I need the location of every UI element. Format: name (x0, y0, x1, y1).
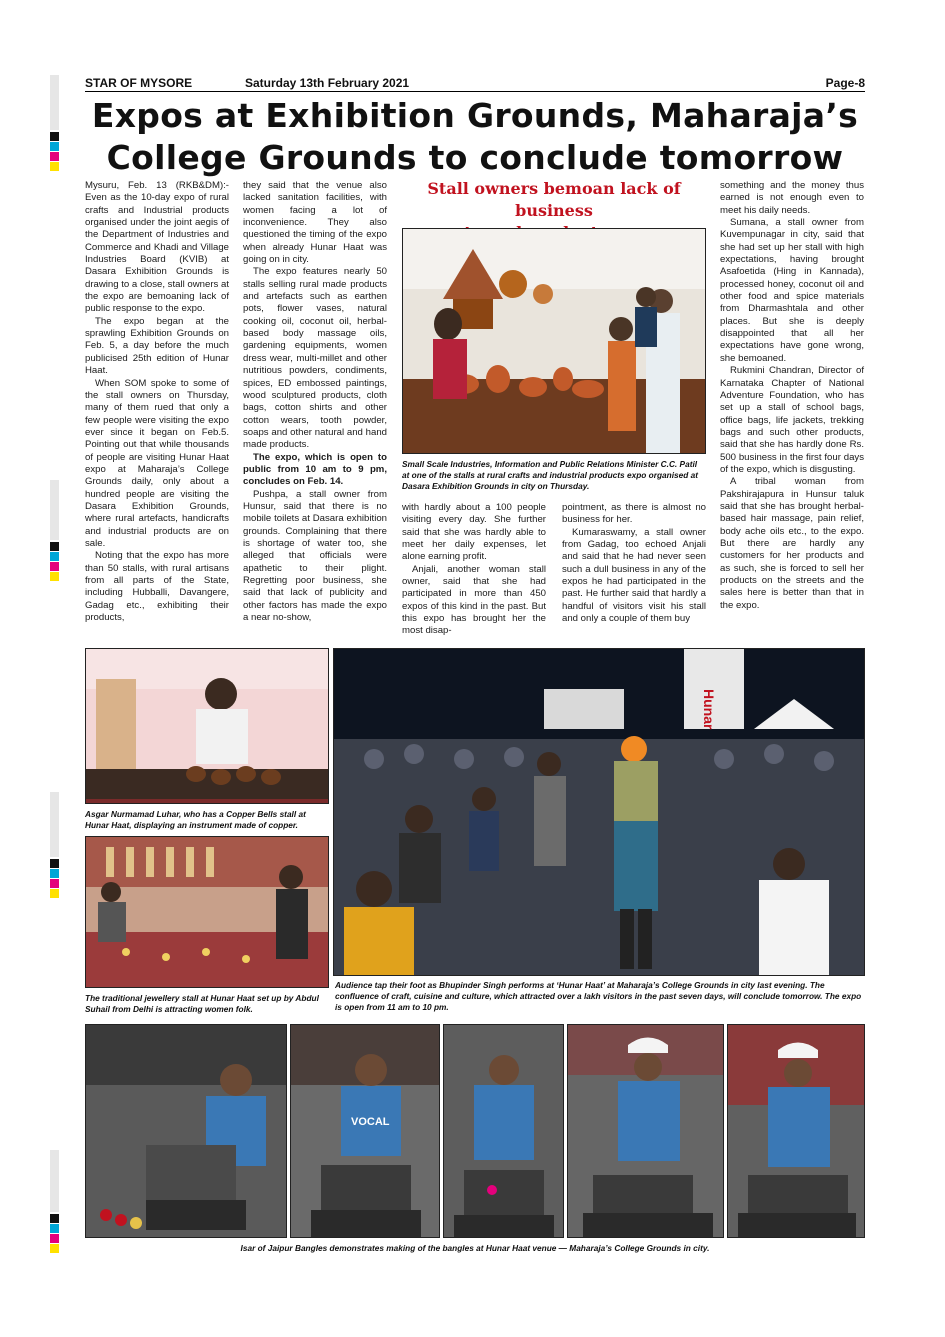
paragraph: something and the money thus earned is not enough even to meet his daily needs. (720, 180, 864, 216)
paragraph: with hardly about a 100 people visiting every day. She further said that she was hardly able to meet her daily expenses, let alone earning profit. (402, 502, 546, 563)
paragraph: pointment, as there is almost no business for her. (562, 502, 706, 526)
copper-photo-caption: Asgar Nurmamad Luhar, who has a Copper Bells stall at Hunar Haat, displaying an instrument made of copper. (85, 809, 306, 830)
paragraph: Sumana, a stall owner from Kuvempunagar in city, said that she had set up her stall with high expectations, having brought Asafoetida (Hing in Kannada), processed honey, coconut oil and other food and spice materials from Dharmashtala and other places. But she is deeply disappointed that all her expectations have gone wrong, she bemoaned. (720, 217, 864, 364)
audience-performance-illustration (334, 649, 865, 976)
paragraph: they said that the venue also lacked sanitation facilities, with women facing a lot of inconvenience. They also questioned the timing of the expo when already Hunar Haat was going on in city. (243, 180, 387, 266)
bangle-making-photo-4 (567, 1024, 724, 1238)
bangles-photo-caption: Isar of Jaipur Bangles demonstrates making of the bangles at Hunar Haat venue — Maharaja’s College Grounds in city. (240, 1243, 710, 1253)
cyan-color-mark (50, 142, 59, 151)
headline-line-2: College Grounds to conclude tomorrow (106, 138, 844, 177)
paragraph: Pushpa, a stall owner from Hunsur, said that there is no mobile toilets at Dasara exhibition grounds. Complaining that there is shortage of water too, she alleged that officials were apathetic to their plight. Regretting poor business, she said that lack of publicity and other factors has made the expo a near no-show, (243, 488, 387, 624)
paragraph: The expo features nearly 50 stalls selling rural made products and artefacts such as earthen pots, flower vases, natural cooking oil, coconut oil, herbal-based body massage oils, gardening equipments, women dress wear, multi-millet and other nutritious powders, condiments, spices, ED embossed paintings, wood sculptured products, cloth bags, cotton shirts and other cotton wears, tooth powder, soaps and other natural and hand made products. (243, 266, 387, 451)
bangle-artisan-illustration (86, 1025, 287, 1238)
magenta-color-mark (50, 879, 59, 888)
yellow-color-mark (50, 572, 59, 581)
audience-photo-caption: Audience tap their foot as Bhupinder Singh performs at ‘Hunar Haat’ at Maharaja’s College Grounds in city last evening. The confluence of craft, cuisine and culture, which attracted over a lakh visitors in the past seven days, will conclude tomorrow. The expo is open from 11 am to 10 pm. (335, 980, 862, 1012)
bangle-making-photo-2 (290, 1024, 440, 1238)
cyan-color-mark (50, 1224, 59, 1233)
article-column-5 (720, 180, 864, 612)
article-column-3 (402, 502, 546, 638)
registration-bar (50, 75, 59, 130)
jewellery-stall-illustration (86, 837, 329, 988)
paragraph: The expo began at the sprawling Exhibition Grounds on Feb. 5, a day before the much publicised 25th edition of Hunar Haat. (85, 315, 229, 377)
bangle-making-photo-5 (727, 1024, 865, 1238)
paragraph: Rukmini Chandran, Director of Karnataka Chapter of National Adventure Foundation, who has set up a stall of school bags, office bags, life jackets, trekking bags and such other products, said that she has hardly done Rs. 500 business in the first four days of the expo, which is disgusting. (720, 365, 864, 475)
bangle-artisan-illustration (444, 1025, 564, 1238)
yellow-color-mark (50, 889, 59, 898)
copper-bells-photo (85, 648, 329, 804)
paragraph-bold: The expo, which is open to public from 10 am to 9 pm, concludes on Feb. 14. (243, 451, 387, 488)
paragraph: When SOM spoke to some of the stall owners on Thursday, many of them rued that only a few people were visiting the expo ever since it began on Feb.5. Pointing out that while thousands of people are visiting Hunar Haat expo at Maharaja’s College Grounds daily, only about a hundred people are visiting the Dasara Exhibition Grounds, where rural artefacts, handicrafts and industrial products are on sale. (85, 377, 229, 549)
headline-line-1: Expos at Exhibition Grounds, Maharaja’s (91, 96, 859, 135)
newspaper-name: STAR OF MYSORE (85, 76, 193, 90)
magenta-color-mark (50, 1234, 59, 1243)
jewellery-stall-photo (85, 836, 329, 988)
registration-bar (50, 1150, 59, 1212)
audience-performance-photo (333, 648, 865, 976)
yellow-color-mark (50, 162, 59, 171)
masthead (85, 76, 865, 92)
copper-bells-illustration (86, 649, 329, 804)
bangle-artisan-illustration (291, 1025, 440, 1238)
hunar-signage: Hunar (701, 689, 717, 730)
registration-bar (50, 792, 59, 857)
cyan-color-mark (50, 552, 59, 561)
jewellery-photo-caption: The traditional jewellery stall at Hunar Haat set up by Abdul Suhail from Delhi is attracting women folk. (85, 993, 319, 1014)
minister-stall-illustration (403, 229, 706, 454)
black-color-mark (50, 859, 59, 868)
registration-bar (50, 480, 59, 540)
cyan-color-mark (50, 869, 59, 878)
article-column-1 (85, 180, 229, 624)
black-color-mark (50, 1214, 59, 1223)
issue-date: Saturday 13th February 2021 (245, 76, 410, 90)
paragraph: A tribal woman from Pakshirajapura in Hunsur taluk said that she has brought herbal-based hair massage, pain relief, body ache oils etc., to the expo. But there are hardly any customers for her products and as such, she is forced to sell her products on the streets and the sales here is better than that in the expo. (720, 476, 864, 611)
subheadline-line-1: Stall owners bemoan lack of business (427, 179, 681, 220)
black-color-mark (50, 132, 59, 141)
magenta-color-mark (50, 152, 59, 161)
article-column-2 (243, 180, 387, 624)
paragraph: Mysuru, Feb. 13 (RKB&DM):- Even as the 10-day expo of rural crafts and Industrial products organised under the joint aegis of the Department of Industries and Commerce and Khadi and Village Industries Board (KVIB) at Dasara Exhibition Grounds is drawing to a close, stall owners at the expo are bemoaning lack of public response to the expo. (85, 180, 229, 315)
paragraph: Noting that the expo has more than 50 stalls, with rural artisans from all parts of the State, including Hubballi, Davangere, Gadag etc., exhibiting their products, (85, 550, 229, 624)
bangle-making-photo-1 (85, 1024, 287, 1238)
article-column-4 (562, 502, 706, 625)
vocal-signage: VOCAL (351, 1116, 390, 1128)
bangle-artisan-illustration (568, 1025, 724, 1238)
black-color-mark (50, 542, 59, 551)
main-headline (85, 95, 865, 179)
yellow-color-mark (50, 1244, 59, 1253)
bangle-making-photo-3 (443, 1024, 564, 1238)
minister-stall-photo (402, 228, 706, 454)
page-number: Page-8 (825, 76, 865, 90)
paragraph: Anjali, another woman stall owner, said that she had participated in more than 450 expos of this kind in the past. But this expo has brought her the most disap- (402, 563, 546, 637)
bangle-artisan-illustration (728, 1025, 865, 1238)
magenta-color-mark (50, 562, 59, 571)
paragraph: Kumaraswamy, a stall owner from Gadag, too echoed Anjali and said that he had never seen such a dull business in any of the expos he had participated in the past. He further said that hardly a handful of visitors visit his stall and only a couple of them buy (562, 526, 706, 625)
minister-photo-caption: Small Scale Industries, Information and Public Relations Minister C.C. Patil at one of the stalls at rural crafts and industrial products expo organised at Dasara Exhibition Grounds in city on Thursday. (402, 459, 698, 491)
